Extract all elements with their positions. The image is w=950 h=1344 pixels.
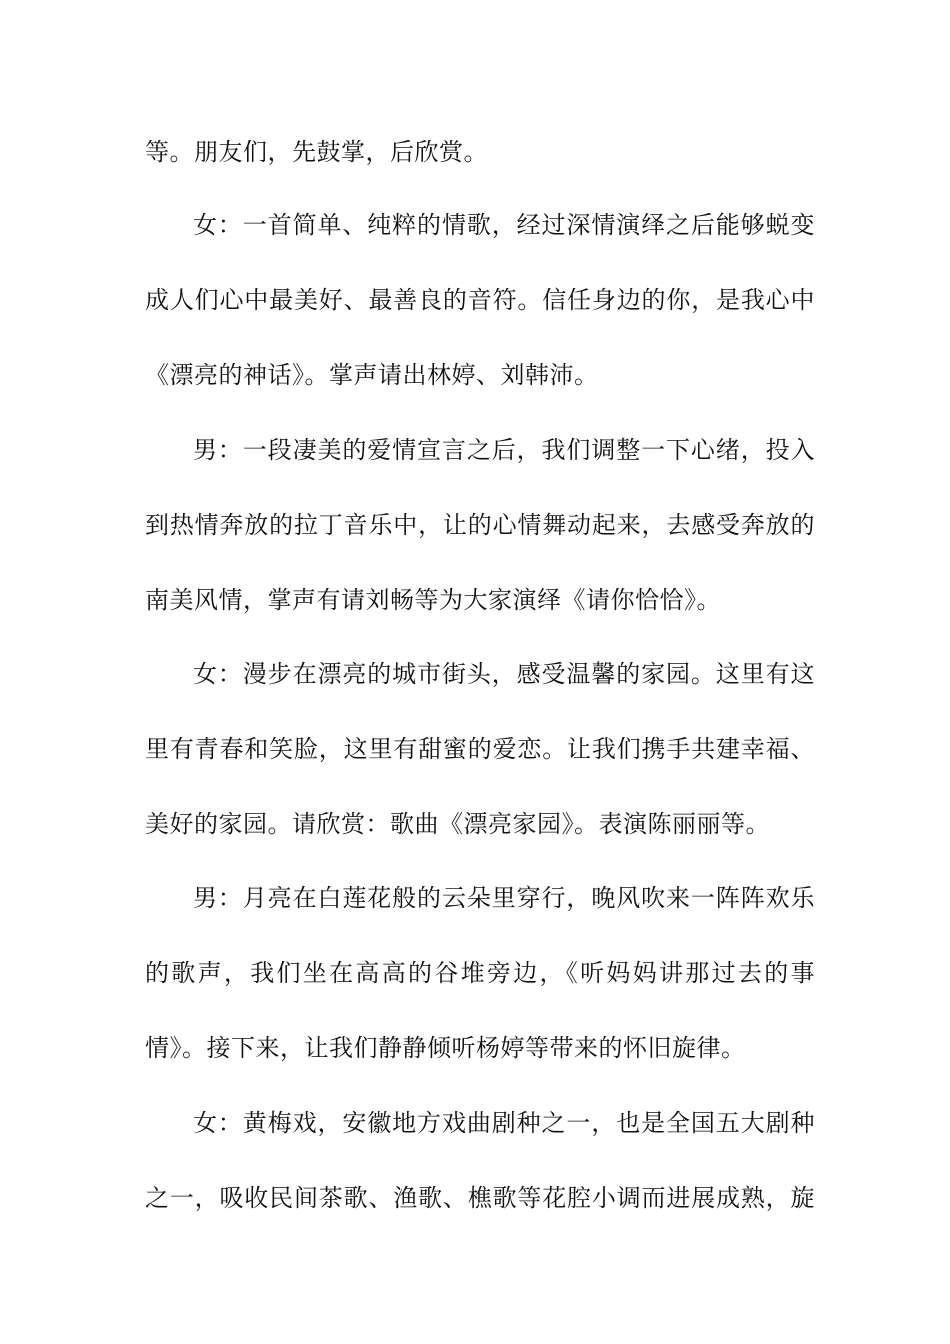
paragraph-line: 女：漫步在漂亮的城市街头，感受温馨的家园。这里有这 (193, 660, 815, 688)
paragraph-line: 女：黄梅戏，安徽地方戏曲剧种之一，也是全国五大剧种 (193, 1109, 815, 1137)
paragraph-line: 等。朋友们，先鼓掌，后欣赏。 (145, 138, 488, 166)
paragraph-line: 美好的家园。请欣赏：歌曲《漂亮家园》。表演陈丽丽等。 (145, 810, 770, 838)
paragraph-line: 的歌声，我们坐在高高的谷堆旁边，《听妈妈讲那过去的事 (145, 959, 815, 987)
paragraph-line: 《漂亮的神话》。掌声请出林婷、刘韩沛。 (145, 361, 599, 389)
paragraph-line: 男：月亮在白莲花般的云朵里穿行，晚风吹来一阵阵欢乐 (193, 884, 815, 912)
paragraph-line: 情》。接下来，让我们静静倾听杨婷等带来的怀旧旋律。 (145, 1034, 746, 1062)
paragraph-line: 之一，吸收民间茶歌、渔歌、樵歌等花腔小调而进展成熟，旋 (145, 1184, 815, 1212)
paragraph-line: 女：一首简单、纯粹的情歌，经过深情演绎之后能够蜕变 (193, 211, 815, 239)
paragraph-line: 男：一段凄美的爱情宣言之后，我们调整一下心绪，投入 (193, 436, 815, 464)
paragraph-line: 南美风情，掌声有请刘畅等为大家演绎《请你恰恰》。 (145, 586, 721, 614)
paragraph-line: 成人们心中最美好、最善良的音符。信任身边的你，是我心中 (145, 286, 815, 314)
paragraph-line: 里有青春和笑脸，这里有甜蜜的爱恋。让我们携手共建幸福、 (145, 735, 815, 763)
paragraph-line: 到热情奔放的拉丁音乐中，让的心情舞动起来，去感受奔放的 (145, 511, 815, 539)
